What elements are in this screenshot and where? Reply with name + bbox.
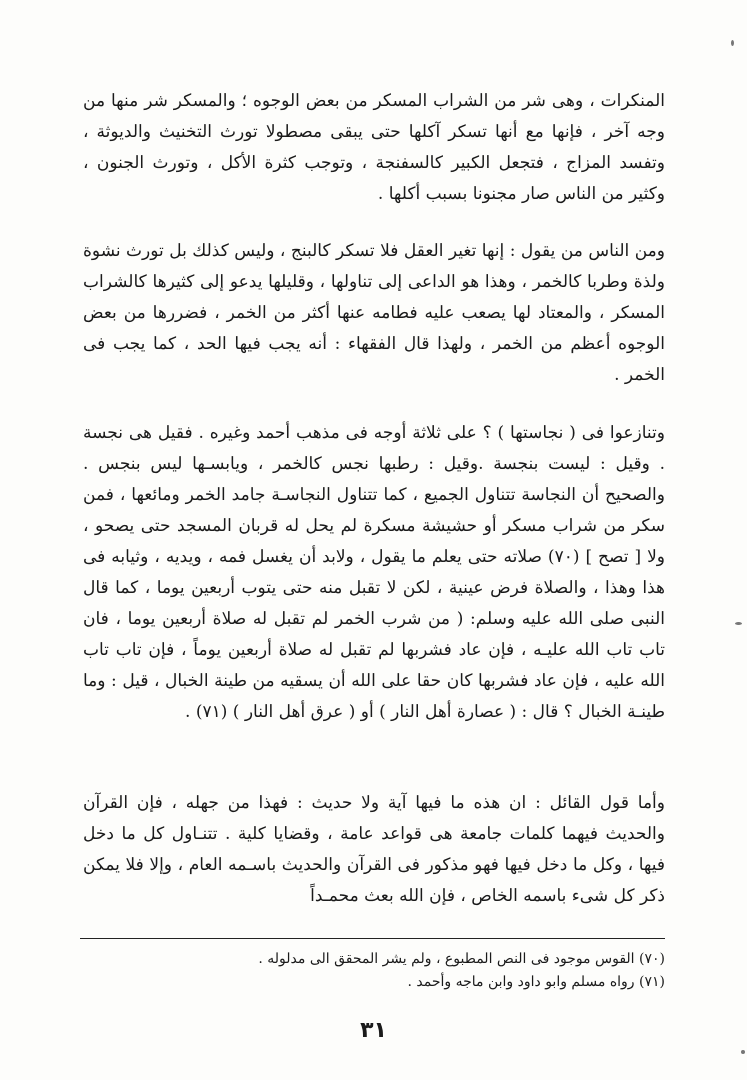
- footnotes: [83, 948, 665, 994]
- footnote-separator: [80, 938, 665, 939]
- body-text-block: [83, 236, 665, 391]
- body-text-block: [83, 86, 665, 210]
- page-number: ٣١: [360, 1018, 387, 1043]
- footnote-70: (٧٠) القوس موجود فى النص المطبوع ، ولم يشر المحقق الى مدلوله .: [258, 951, 665, 967]
- scan-speck: [741, 1050, 745, 1054]
- body-text-block: [83, 788, 665, 912]
- footnote-71: (٧١) رواه مسلم وابو داود وابن ماجه وأحمد .: [407, 974, 665, 990]
- scan-speck: [735, 622, 742, 625]
- scan-speck: [731, 40, 734, 46]
- paragraph-1: المنكرات ، وهى شر من الشراب المسكر من بعض الوجوه ؛ والمسكر شر منها من وجه آخر ، فإنها مع أنها تسكر آكلها حتى يبقى مصطولا تورث التخنيث والديوثة ، وتفسد المزاج ، فتجعل الكبير كالسفنجة ، وتوجب كثرة الأكل ، وتورث الجنون ، وكثير من الناس صار مجنونا بسبب أكلها .: [83, 91, 665, 204]
- paragraph-3: وتنازعوا فى ( نجاستها ) ؟ على ثلاثة أوجه فى مذهب أحمد وغيره . فقيل هى نجسة . وقيل : ليست بنجسة .وقيل : رطبها نجس كالخمر ، ويابسـها ليس بنجس . والصحيح أن النجاسة تتناول الجميع ، كما تتناول النجاسـة جامد الخمر ومائعها ، فمن سكر من شراب مسكر أو حشيشة مسكرة لم يحل له قربان المسجد حتى يصحو ، ولا [ تصح ] (٧٠) صلاته حتى يعلم ما يقول ، ولابد أن يغسل فمه ، ويديه ، وثيابه فى هذا وهذا ، والصلاة فرض عينية ، لكن لا تقبل منه حتى يتوب أربعين يوما ، كما قال النبى صلى الله عليه وسلم: ( من شرب الخمر لم تقبل له صلاة أربعين يوما ، فان تاب تاب الله عليـه ، فإن عاد فشربها لم تقبل له صلاة أربعين يوماً ، فإن تاب تاب الله عليه ، فإن عاد فشربها كان حقا على الله أن يسقيه من طينة الخبال ، قيل : وما طينـة الخبال ؟ قال : ( عصارة أهل النار ) أو ( عرق أهل النار ) (٧١) .: [83, 423, 665, 722]
- paragraph-4: وأما قول القائل : ان هذه ما فيها آية ولا حديث : فهذا من جهله ، فإن القرآن والحديث فيهما كلمات جامعة هى قواعد عامة ، وقضايا كلية . تتنـاول كل ما دخل فيها ، وكل ما دخل فيها فهو مذكور فى القرآن والحديث باسـمه العام ، وإلا فلا يمكن ذكر كل شىء باسمه الخاص ، فإن الله بعث محمـداً: [83, 793, 665, 906]
- paragraph-2: ومن الناس من يقول : إنها تغير العقل فلا تسكر كالبنج ، وليس كذلك بل تورث نشوة ولذة وطربا كالخمر ، وهذا هو الداعى إلى تناولها ، وقليلها يدعو إلى كثيرها كالشراب المسكر ، والمعتاد لها يصعب عليه فطامه عنها أكثر من الخمر ، فضررها من بعض الوجوه أعظم من الخمر ، ولهذا قال الفقهاء : أنه يجب فيها الحد ، كما يجب فى الخمر .: [83, 241, 665, 385]
- body-text-block: [83, 418, 665, 728]
